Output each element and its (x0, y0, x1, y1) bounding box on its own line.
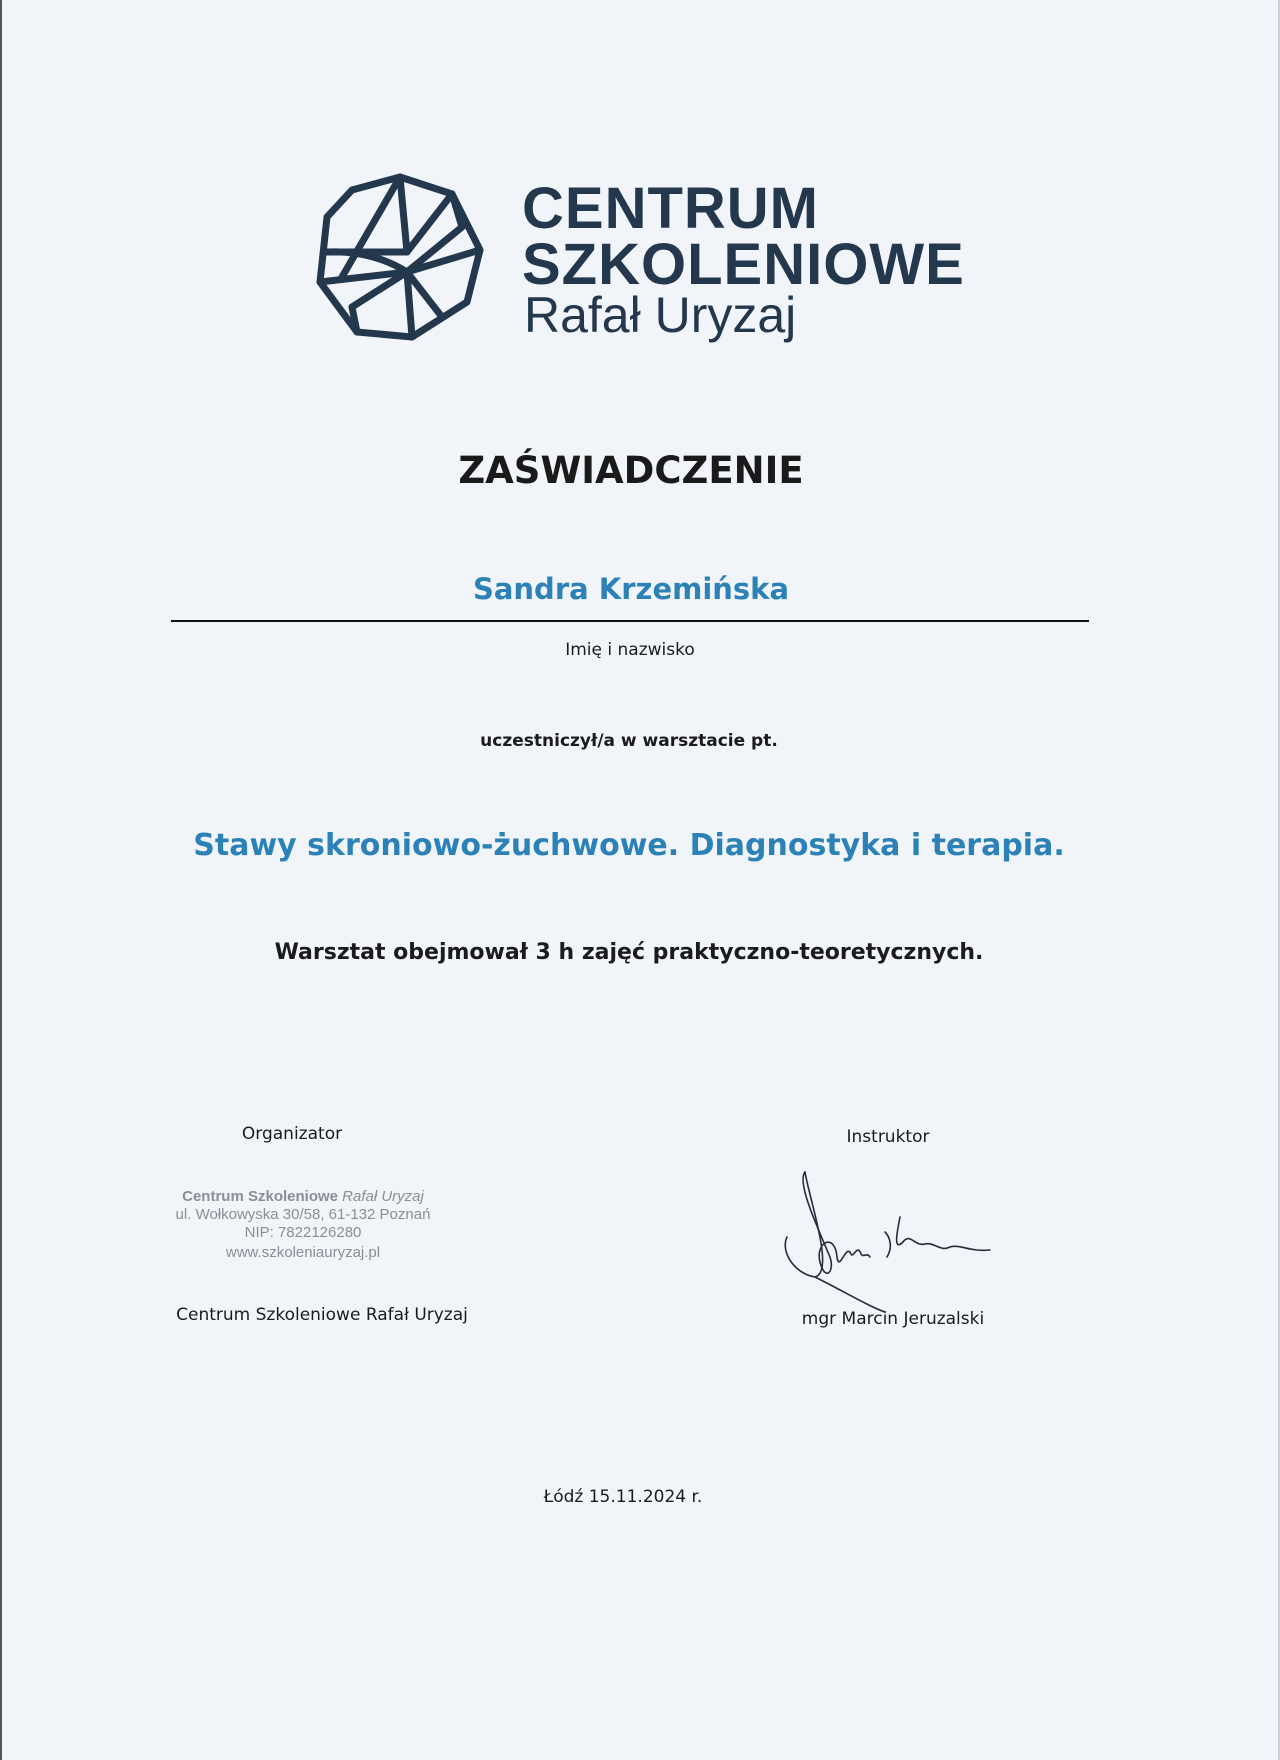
workshop-title: Stawy skroniowo-żuchwowe. Diagnostyka i terapia. (193, 828, 1065, 863)
logo-icon (312, 172, 488, 342)
organizer-stamp (176, 1188, 431, 1262)
logo-text-owner: Rafał Uryzaj (524, 287, 797, 343)
organizer-signature-name: Centrum Szkoleniowe Rafał Uryzaj (176, 1305, 468, 1325)
stamp-name: Centrum Szkoleniowe (182, 1188, 338, 1205)
name-caption: Imię i nazwisko (565, 640, 695, 660)
instructor-signature (775, 1162, 1000, 1317)
participation-text: uczestniczył/a w warsztacie pt. (480, 731, 778, 751)
stamp-name-italic: Rafał Uryzaj (342, 1188, 424, 1205)
stamp-nip: NIP: 7822126280 (244, 1224, 362, 1241)
instructor-label: Instruktor (846, 1127, 930, 1147)
page-edge (0, 0, 2, 1760)
organizer-label: Organizator (241, 1124, 343, 1144)
stamp-website: www.szkoleniauryzaj.pl (225, 1244, 381, 1261)
instructor-signature-name: mgr Marcin Jeruzalski (801, 1309, 985, 1329)
place-date: Łódź 15.11.2024 r. (543, 1487, 703, 1507)
participant-name: Sandra Krzemińska (472, 572, 790, 606)
certificate-heading: ZAŚWIADCZENIE (458, 449, 804, 492)
name-underline (171, 620, 1089, 622)
hours-text: Warsztat obejmował 3 h zajęć praktyczno-teoretycznych. (274, 940, 984, 965)
logo-text-szkoleniowe: SZKOLENIOWE (522, 232, 965, 297)
stamp-address: ul. Wołkowyska 30/58, 61-132 Poznań (175, 1206, 431, 1223)
logo-text-centrum: CENTRUM (522, 176, 819, 241)
